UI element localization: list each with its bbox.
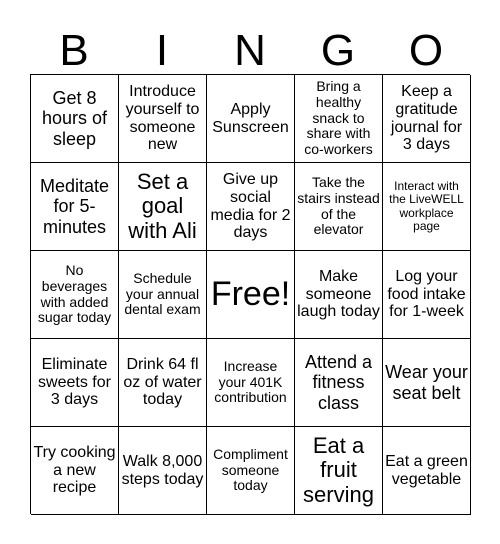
bingo-cell-r5c4[interactable] <box>295 427 383 515</box>
bingo-cell-text: Get 8 hours of sleep <box>41 88 108 149</box>
bingo-cell-text: Introduce yourself to someone new <box>125 82 200 154</box>
bingo-cell-r5c3[interactable] <box>207 427 295 515</box>
bingo-cell-text: Keep a gratitude journal for 3 days <box>390 82 463 154</box>
bingo-header <box>30 28 470 74</box>
header-letter-g: G <box>320 26 356 75</box>
bingo-cell-r1c5[interactable] <box>383 75 471 163</box>
bingo-cell-r4c1[interactable] <box>31 339 119 427</box>
bingo-cell-text: Try cooking a new recipe <box>33 443 116 497</box>
bingo-cell-r2c1[interactable] <box>31 163 119 251</box>
bingo-cell-text: Attend a fitness class <box>304 352 373 413</box>
bingo-cell-text: Make someone laugh today <box>297 267 380 321</box>
bingo-cell-r3c4[interactable] <box>295 251 383 339</box>
bingo-cell-r1c4[interactable] <box>295 75 383 163</box>
bingo-cell-text: Eat a green vegetable <box>385 452 468 488</box>
bingo-cell-text: Apply Sunscreen <box>212 100 289 136</box>
bingo-cell-text: Set a goal with Ali <box>128 168 197 243</box>
bingo-cell-r1c2[interactable] <box>119 75 207 163</box>
bingo-cell-text: Compliment someone today <box>213 445 288 494</box>
header-letter-i: I <box>155 26 169 75</box>
free-space-text: Free! <box>210 275 291 314</box>
header-letter-o: O <box>408 26 444 75</box>
bingo-cell-text: Increase your 401K contribution <box>214 357 287 406</box>
bingo-cell-r1c3[interactable] <box>207 75 295 163</box>
header-letter-n: N <box>234 26 266 75</box>
bingo-cell-text: Eat a fruit serving <box>303 432 374 507</box>
bingo-cell-r4c2[interactable] <box>119 339 207 427</box>
bingo-cell-r3c5[interactable] <box>383 251 471 339</box>
bingo-cell-r4c5[interactable] <box>383 339 471 427</box>
bingo-cell-r3c2[interactable] <box>119 251 207 339</box>
header-letter-b: B <box>59 26 89 75</box>
bingo-cell-r5c2[interactable] <box>119 427 207 515</box>
bingo-cell-r5c1[interactable] <box>31 427 119 515</box>
bingo-cell-text: Wear your seat belt <box>385 362 468 403</box>
bingo-cell-text: Give up social media for 2 days <box>210 170 291 242</box>
bingo-grid <box>30 74 470 514</box>
bingo-cell-r3c1[interactable] <box>31 251 119 339</box>
bingo-cell-text: Eliminate sweets for 3 days <box>38 355 111 409</box>
bingo-cell-r4c4[interactable] <box>295 339 383 427</box>
bingo-cell-r2c3[interactable] <box>207 163 295 251</box>
bingo-cell-text: Take the stairs instead of the elevator <box>297 174 380 238</box>
bingo-cell-r1c1[interactable] <box>31 75 119 163</box>
bingo-cell-r5c5[interactable] <box>383 427 471 515</box>
bingo-cell-r2c4[interactable] <box>295 163 383 251</box>
free-space[interactable] <box>207 251 295 339</box>
bingo-cell-r4c3[interactable] <box>207 339 295 427</box>
bingo-cell-text: Meditate for 5-minutes <box>39 176 110 237</box>
bingo-cell-text: Walk 8,000 steps today <box>121 452 204 488</box>
bingo-cell-text: No beverages with added sugar today <box>37 262 112 326</box>
bingo-cell-r2c5[interactable] <box>383 163 471 251</box>
bingo-cell-r2c2[interactable] <box>119 163 207 251</box>
bingo-cell-text: Drink 64 fl oz of water today <box>123 355 202 409</box>
bingo-cell-text: Log your food intake for 1-week <box>387 267 466 321</box>
bingo-cell-text: Interact with the LiveWELL workplace page <box>389 178 464 233</box>
bingo-cell-text: Schedule your annual dental exam <box>124 269 201 318</box>
bingo-cell-text: Bring a healthy snack to share with co-workers <box>304 78 373 157</box>
